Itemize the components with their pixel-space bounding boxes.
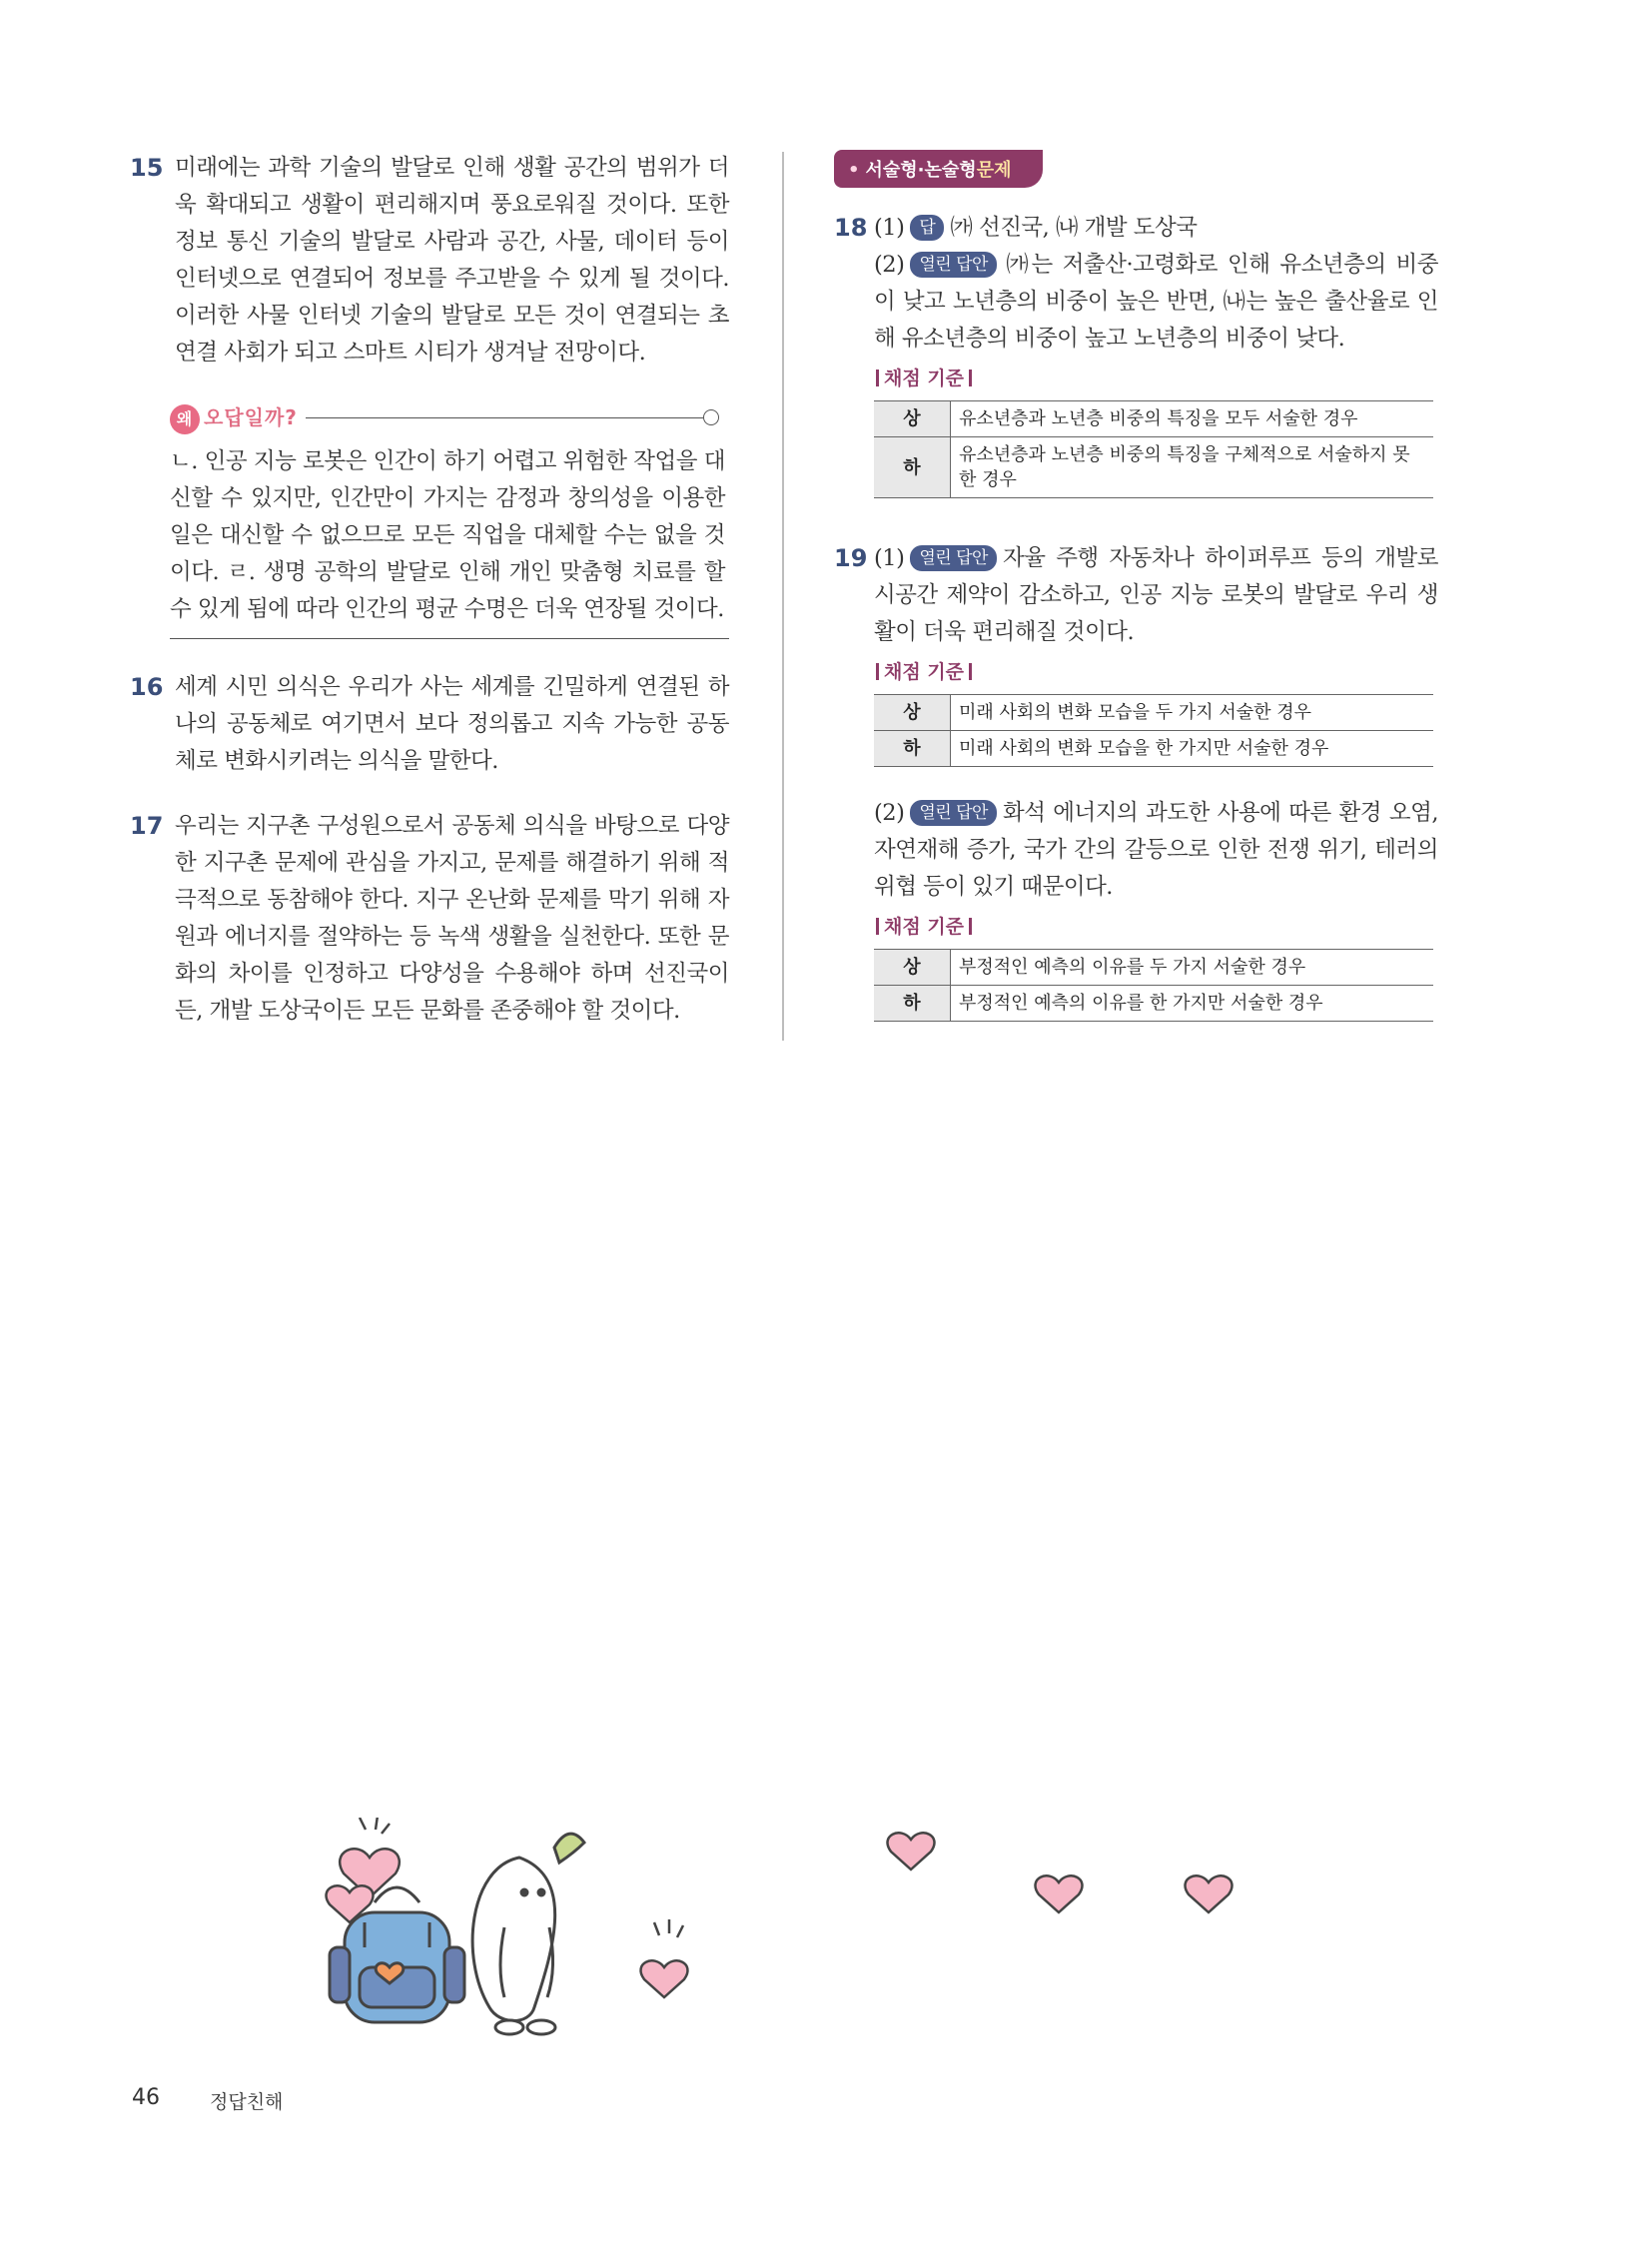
sub-number: (1) — [874, 545, 905, 571]
answer-text: ㈎는 저출산·고령화로 인해 유소년층의 비중이 낮고 노년층의 비중이 높은 반면, ㈏는 높은 출산율로 인해 유소년층의 비중이 높고 노년층의 비중이 낮다. — [874, 252, 1438, 352]
question-number: 17 — [130, 812, 164, 840]
question-number: 18 — [834, 214, 868, 242]
character-illustration — [320, 1818, 1258, 2047]
column-divider — [782, 152, 784, 1041]
grading-table — [874, 400, 1433, 498]
answer-part-1 — [874, 540, 1438, 651]
why-wrong-title-text: 오답일까? — [204, 404, 298, 429]
sub-number: (1) — [874, 215, 905, 241]
answer-part-2 — [874, 795, 1438, 906]
open-answer-tag: 열린 답안 — [910, 800, 997, 826]
question-19 — [834, 540, 1438, 1022]
bullet-icon: • — [848, 160, 860, 181]
right-column — [834, 150, 1438, 1064]
sub-number: (2) — [874, 252, 905, 278]
level-cell: 하 — [874, 731, 951, 767]
criteria-cell: 유소년층과 노년층 비중의 특징을 모두 서술한 경우 — [951, 401, 1434, 437]
grading-criteria-label — [871, 912, 1438, 939]
why-wrong-circle: 왜 — [170, 404, 200, 434]
level-cell: 하 — [874, 986, 951, 1022]
open-answer-tag: 열린 답안 — [910, 545, 997, 571]
why-wrong-body — [170, 435, 729, 639]
why-wrong-header — [170, 399, 729, 435]
criteria-cell: 부정적인 예측의 이유를 두 가지 서술한 경우 — [951, 950, 1434, 986]
why-wrong-title — [170, 401, 298, 434]
table-row — [874, 695, 1433, 731]
criteria-cell: 미래 사회의 변화 모습을 두 가지 서술한 경우 — [951, 695, 1434, 731]
answer-text: 세계 시민 의식은 우리가 사는 세계를 긴밀하게 연결된 하나의 공동체로 여기면서 보다 정의롭고 지속 가능한 공동체로 변화시키려는 의식을 말한다. — [175, 674, 729, 774]
table-row — [874, 437, 1433, 498]
answer-tag: 답 — [910, 215, 944, 241]
divider-line — [306, 417, 703, 418]
question-number: 15 — [130, 154, 164, 182]
criteria-cell: 미래 사회의 변화 모습을 한 가지만 서술한 경우 — [951, 731, 1434, 767]
question-18 — [834, 210, 1438, 498]
criteria-cell: 부정적인 예측의 이유를 한 가지만 서술한 경우 — [951, 986, 1434, 1022]
footer-label: 정답친해 — [210, 2091, 284, 2113]
grading-criteria-label — [871, 657, 1438, 684]
why-wrong-box — [170, 399, 729, 639]
grading-table — [874, 949, 1433, 1022]
left-column — [130, 150, 729, 1058]
question-16 — [130, 669, 729, 780]
level-cell: 상 — [874, 950, 951, 986]
question-17 — [130, 808, 729, 1030]
answer-text: 자율 주행 자동차나 하이퍼루프 등의 개발로 시공간 제약이 감소하고, 인공 지능 로봇의 발달로 우리 생활이 더욱 편리해질 것이다. — [874, 545, 1438, 645]
open-answer-tag: 열린 답안 — [910, 252, 997, 278]
level-cell: 상 — [874, 401, 951, 437]
grading-criteria-text: 채점 기준 — [884, 368, 965, 389]
grading-criteria-label — [871, 364, 1438, 390]
answer-part-1 — [874, 210, 1438, 247]
question-15 — [130, 150, 729, 372]
ring-icon — [703, 409, 719, 425]
level-cell: 상 — [874, 695, 951, 731]
table-row — [874, 986, 1433, 1022]
question-number: 19 — [834, 544, 868, 572]
page-number: 46 — [132, 2085, 160, 2110]
answer-text: 미래에는 과학 기술의 발달로 인해 생활 공간의 범위가 더욱 확대되고 생활이 편리해지며 풍요로워질 것이다. 또한 정보 통신 기술의 발달로 사람과 공간, 사물, 데이터 등이 인터넷으로 연결되어 정보를 주고받을 수 있게 될 것이다. 이러한 사물 인터넷 기술의 발달로 모든 것이 연결되는 초연결 사회가 되고 스마트 시티가 생겨날 전망이다. — [175, 155, 729, 366]
table-row — [874, 731, 1433, 767]
grading-table — [874, 694, 1433, 767]
section-badge — [834, 150, 1043, 188]
answer-part-2 — [874, 247, 1438, 358]
answer-text: 화석 에너지의 과도한 사용에 따른 환경 오염, 자연재해 증가, 국가 간의 갈등으로 인한 전쟁 위기, 테러의 위협 등이 있기 때문이다. — [874, 800, 1438, 900]
heart-icon — [641, 1833, 1233, 1997]
answer-text: ㈎ 선진국, ㈏ 개발 도상국 — [950, 215, 1198, 241]
section-title-suffix: 문제 — [976, 160, 1012, 181]
table-row — [874, 401, 1433, 437]
answer-text: 우리는 지구촌 구성원으로서 공동체 의식을 바탕으로 다양한 지구촌 문제에 관심을 가지고, 문제를 해결하기 위해 적극적으로 동참해야 한다. 지구 온난화 문제를 막기 위해 자원과 에너지를 절약하는 등 녹색 생활을 실천한다. 또한 문화의 차이를 인정하고 다양성을 수용해야 하며 선진국이든, 개발 도상국이든 모든 문화를 존중해야 할 것이다. — [175, 813, 729, 1024]
level-cell: 하 — [874, 437, 951, 498]
question-number: 16 — [130, 673, 164, 701]
radish-character-icon — [472, 1834, 584, 2034]
why-wrong-text: ㄴ. 인공 지능 로봇은 인간이 하기 어렵고 위험한 작업을 대신할 수 있지만, 인간만이 가지는 감정과 창의성을 이용한 일은 대신할 수 없으므로 모든 직업을 대체할 수는 없을 것이다. ㄹ. 생명 공학의 발달로 인해 개인 맞춤형 치료를 할 수 있게 됨에 따라 인간의 평균 수명은 더욱 연장될 것이다. — [170, 448, 725, 622]
criteria-cell: 유소년층과 노년층 비중의 특징을 구체적으로 서술하지 못한 경우 — [951, 437, 1434, 498]
sub-number: (2) — [874, 800, 905, 826]
grading-criteria-text: 채점 기준 — [884, 916, 965, 938]
section-title: 서술형·논술형 — [865, 160, 977, 181]
grading-criteria-text: 채점 기준 — [884, 661, 965, 683]
table-row — [874, 950, 1433, 986]
